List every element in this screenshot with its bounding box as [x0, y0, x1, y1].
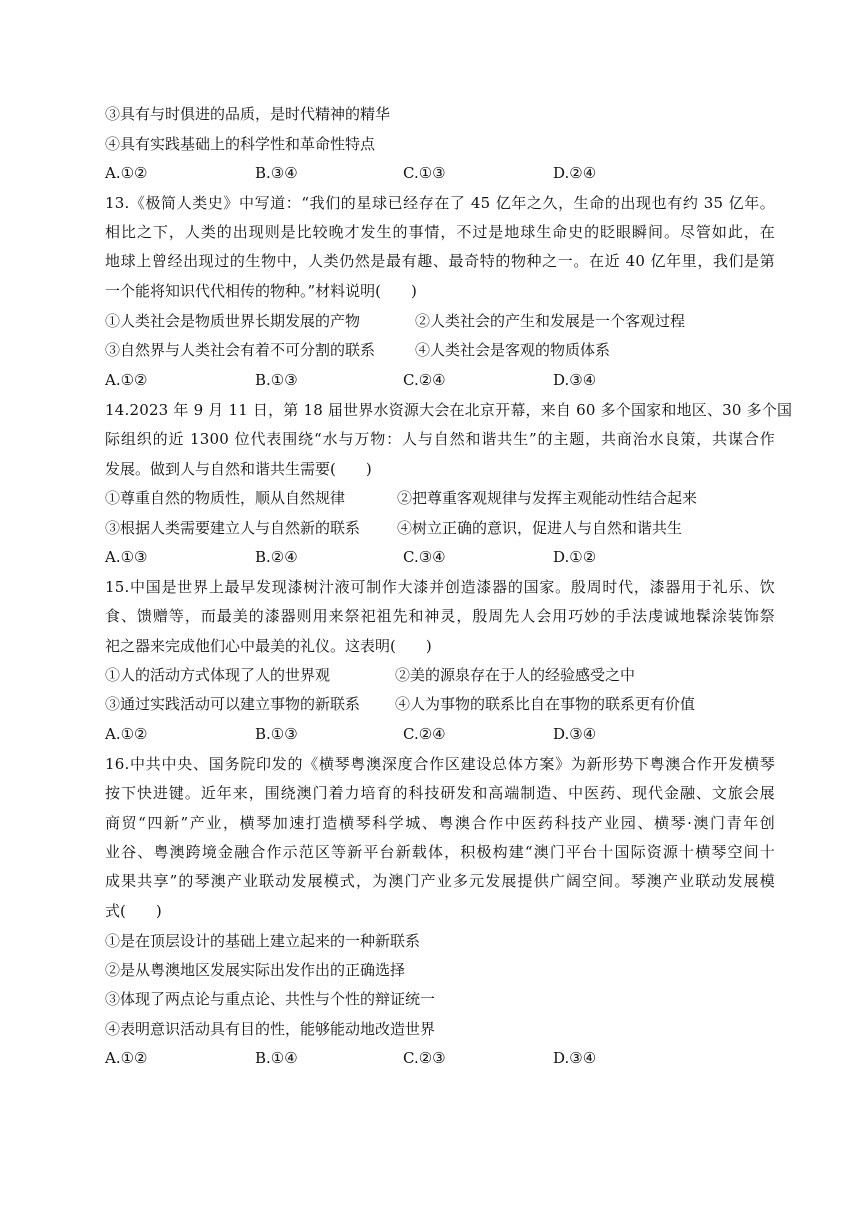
- q15-statement-4: ④人为事物的联系比自在事物的联系更有价值: [395, 695, 696, 713]
- q16-option-a[interactable]: A.①②: [105, 1049, 148, 1067]
- q15-options: [105, 724, 775, 744]
- q16-option-c[interactable]: C.②③: [403, 1049, 446, 1067]
- q12-statement-3: ③具有与时俱进的品质，是时代精神的精华: [105, 105, 391, 123]
- q13-statement-3: ③自然界与人类社会有着不可分割的联系: [105, 341, 376, 359]
- q13-stem-line-3: 地球上曾经出现过的生物中，人类仍然是最有趣、最奇特的物种之一。在近 40 亿年里，我们是第: [105, 252, 775, 270]
- q15-option-d[interactable]: D.③④: [553, 725, 597, 743]
- q15-option-b[interactable]: B.①③: [255, 725, 298, 743]
- q16-statement-3: ③体现了两点论与重点论、共性与个性的辩证统一: [105, 990, 436, 1008]
- q15-statement-2: ②美的源泉存在于人的经验感受之中: [395, 666, 636, 684]
- q13-option-d[interactable]: D.③④: [553, 371, 597, 389]
- q12-option-b[interactable]: B.③④: [255, 164, 298, 182]
- q12-option-c[interactable]: C.①③: [403, 164, 446, 182]
- q14-option-d[interactable]: D.①②: [553, 548, 597, 566]
- q14-option-a[interactable]: A.①③: [105, 548, 148, 566]
- q14-options: [105, 547, 775, 567]
- q12-statement-4: ④具有实践基础上的科学性和革命性特点: [105, 135, 376, 153]
- q13-statement-4: ④人类社会是客观的物质体系: [415, 341, 611, 359]
- q15-statement-1: ①人的活动方式体现了人的世界观: [105, 666, 331, 684]
- q16-statement-1: ①是在顶层设计的基础上建立起来的一种新联系: [105, 932, 421, 950]
- q16-stem-line-1: 16.中共中央、国务院印发的《横琴粤澳深度合作区建设总体方案》为新形势下粤澳合作开发横琴: [105, 755, 775, 773]
- q16-statement-4: ④表明意识活动具有目的性，能够能动地改造世界: [105, 1020, 436, 1038]
- q16-stem-line-5: 成果共享”的琴澳产业联动发展模式，为澳门产业多元发展提供广阔空间。琴澳产业联动发展模: [105, 872, 775, 890]
- q15-statements-row-1: [105, 665, 775, 685]
- q15-stem-line-3: 祀之器来完成他们心中最美的礼仪。这表明( ): [105, 637, 432, 655]
- q14-option-c[interactable]: C.③④: [403, 548, 446, 566]
- q12-option-d[interactable]: D.②④: [553, 164, 597, 182]
- q13-options: [105, 370, 775, 390]
- q13-stem-line-1: 13.《极简人类史》中写道：“我们的星球已经存在了 45 亿年之久，生命的出现也有约 35 亿年。: [105, 194, 775, 212]
- q15-stem-line-1: 15.中国是世界上最早发现漆树汁液可制作大漆并创造漆器的国家。殷周时代，漆器用于礼乐、饮: [105, 578, 775, 596]
- q16-stem-line-4: 业谷、粤澳跨境金融合作示范区等新平台新载体，积极构建“澳门平台十国际资源十横琴空间十: [105, 843, 775, 861]
- q14-stem-line-3: 发展。做到人与自然和谐共生需要( ): [105, 460, 372, 478]
- q13-option-b[interactable]: B.①③: [255, 371, 298, 389]
- q14-statement-3: ③根据人类需要建立人与自然新的联系: [105, 519, 361, 537]
- q13-statement-1: ①人类社会是物质世界长期发展的产物: [105, 312, 361, 330]
- q14-statements-row-2: [105, 518, 775, 538]
- q13-option-a[interactable]: A.①②: [105, 371, 148, 389]
- q15-option-c[interactable]: C.②④: [403, 725, 446, 743]
- q16-stem-line-6: 式( ): [105, 902, 162, 920]
- q16-statement-2: ②是从粤澳地区发展实际出发作出的正确选择: [105, 961, 406, 979]
- q13-option-c[interactable]: C.②④: [403, 371, 446, 389]
- q14-stem-line-1: 14.2023 年 9 月 11 日，第 18 届世界水资源大会在北京开幕，来自 60 多个国家和地区、30 多个国: [105, 401, 793, 419]
- q15-statement-3: ③通过实践活动可以建立事物的新联系: [105, 695, 361, 713]
- q16-option-d[interactable]: D.③④: [553, 1049, 597, 1067]
- q14-statement-1: ①尊重自然的物质性，顺从自然规律: [105, 489, 346, 507]
- q13-stem-line-2: 相比之下，人类的出现则是比较晚才发生的事情，不过是地球生命史的眨眼瞬间。尽管如此，在: [105, 223, 775, 241]
- q14-statement-2: ②把尊重客观规律与发挥主观能动性结合起来: [397, 489, 698, 507]
- q14-statement-4: ④树立正确的意识，促进人与自然和谐共生: [397, 519, 683, 537]
- q15-option-a[interactable]: A.①②: [105, 725, 148, 743]
- q15-statements-row-2: [105, 694, 775, 714]
- q13-statements-row-2: [105, 340, 775, 360]
- q16-option-b[interactable]: B.①④: [255, 1049, 298, 1067]
- q13-stem-line-4: 一个能将知识代代相传的物种。”材料说明( ): [105, 282, 417, 300]
- q15-stem-line-2: 食、馈赠等，而最美的漆器则用来祭祀祖先和神灵，殷周先人会用巧妙的手法虔诚地髹涂装饰祭: [105, 607, 775, 625]
- q12-options: [105, 163, 775, 183]
- q14-option-b[interactable]: B.②④: [255, 548, 298, 566]
- q12-option-a[interactable]: A.①②: [105, 164, 148, 182]
- q13-statement-2: ②人类社会的产生和发展是一个客观过程: [415, 312, 686, 330]
- q13-statements-row-1: [105, 311, 775, 331]
- q14-stem-line-2: 际组织的近 1300 位代表围绕“水与万物：人与自然和谐共生”的主题，共商治水良策，共谋合作: [105, 430, 775, 448]
- q14-statements-row-1: [105, 488, 775, 508]
- q16-stem-line-2: 按下快进键。近年来，围绕澳门着力培育的科技研发和高端制造、中医药、现代金融、文旅会展: [105, 784, 775, 802]
- q16-options: [105, 1048, 775, 1068]
- q16-stem-line-3: 商贸“四新”产业，横琴加速打造横琴科学城、粤澳合作中医药科技产业园、横琴·澳门青年创: [105, 814, 775, 832]
